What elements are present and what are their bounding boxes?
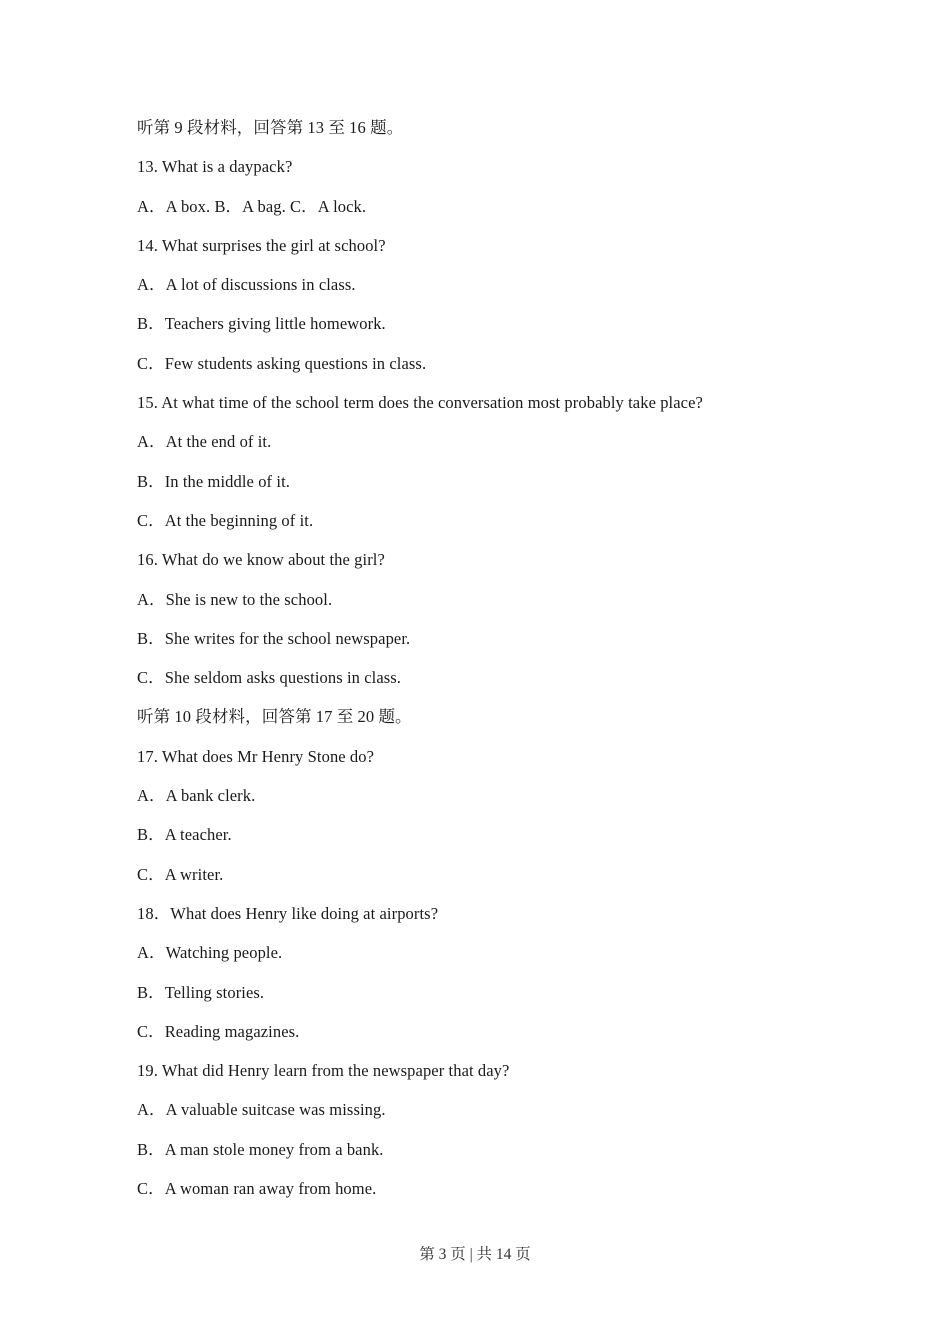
question-prompt: 16. What do we know about the girl? [137, 550, 385, 570]
option-line: C．A writer. [137, 864, 224, 884]
option-line: C．Few students asking questions in class. [137, 353, 427, 373]
section-instruction: 听第 10 段材料，回答第 17 至 20 题。 [137, 707, 412, 727]
option-line: B．A man stole money from a bank. [137, 1139, 384, 1159]
option-line: A．Watching people. [137, 943, 283, 963]
option-line: C．She seldom asks questions in class. [137, 668, 402, 688]
option-line: B．Teachers giving little homework. [137, 314, 386, 334]
question-prompt: 18．What does Henry like doing at airports? [137, 903, 439, 923]
listening-question-list [137, 108, 870, 1208]
option-line: A．A bank clerk. [137, 786, 256, 806]
option-line: A．A box. B．A bag. C．A lock. [137, 196, 367, 216]
option-line: B．Telling stories. [137, 982, 265, 1002]
question-prompt: 17. What does Mr Henry Stone do? [137, 746, 375, 766]
option-line: A．She is new to the school. [137, 589, 333, 609]
option-line: B．She writes for the school newspaper. [137, 628, 411, 648]
option-line: A．A lot of discussions in class. [137, 275, 356, 295]
option-line: A．A valuable suitcase was missing. [137, 1100, 386, 1120]
option-line: C．Reading magazines. [137, 1021, 300, 1041]
section-instruction: 听第 9 段材料，回答第 13 至 16 题。 [137, 118, 404, 137]
option-line: B．In the middle of it. [137, 471, 290, 491]
option-line: A．At the end of it. [137, 432, 272, 452]
question-prompt: 13. What is a daypack? [137, 157, 293, 177]
option-line: C．A woman ran away from home. [137, 1179, 377, 1199]
question-prompt: 19. What did Henry learn from the newspaper that day? [137, 1061, 510, 1081]
page-number-indicator: 第 3 页 | 共 14 页 [419, 1246, 531, 1263]
option-line: B．A teacher. [137, 825, 232, 845]
page-footer [0, 1241, 950, 1269]
question-prompt: 14. What surprises the girl at school? [137, 235, 386, 255]
option-line: C．At the beginning of it. [137, 510, 314, 530]
question-prompt: 15. At what time of the school term does the conversation most probably take place? [137, 393, 703, 413]
